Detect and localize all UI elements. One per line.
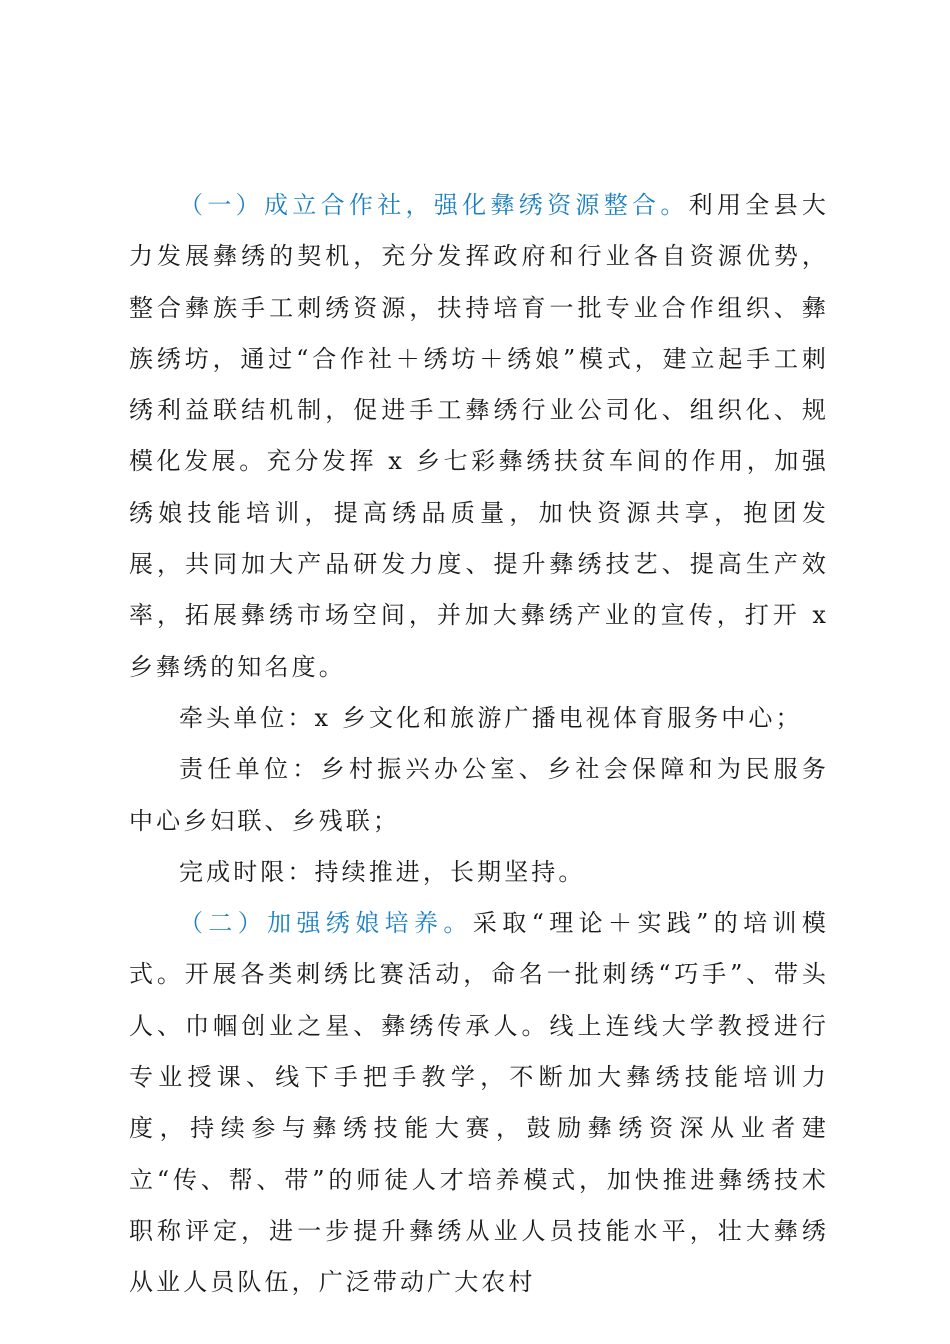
section1-paragraph [129,180,829,693]
document-body [129,180,829,1309]
section1-deadline: 完成时限：持续推进，长期坚持。 [179,857,586,886]
section2-heading: （二）加强绣娘培养。 [179,909,473,938]
section1-responsible-units: 责任单位：乡村振兴办公室、乡社会保障和为民服务中心乡妇联、乡残联； [129,755,829,835]
section1-lead-unit: 牵头单位：x 乡文化和旅游广播电视体育服务中心； [179,703,803,732]
section2-paragraph [129,898,829,1308]
section1-heading: （一）成立合作社，强化彝绣资源整合。 [179,191,689,219]
section1-body: 利用全县大力发展彝绣的契机，充分发挥政府和行业各自资源优势，整合彝族手工刺绣资源，扶持培育一批专业合作组织、彝族绣坊，通过“合作社＋绣坊＋绣娘”模式，建立起手工刺绣利益联结机制，促进手工彝绣行业公司化、组织化、规模化发展。充分发挥 x 乡七彩彝绣扶贫车间的作用，加强绣娘技能培训，提高绣品质量，加快资源共享，抱团发展，共同加大产品研发力度、提升彝绣技艺、提高生产效率，拓展彝绣市场空间，并加大彝绣产业的宣传，打开 x 乡彝绣的知名度。 [129,191,829,681]
section2-body: 采取“理论＋实践”的培训模式。开展各类刺绣比赛活动，命名一批刺绣“巧手”、带头人、巾帼创业之星、彝绣传承人。线上连线大学教授进行专业授课、线下手把手教学，不断加大彝绣技能培训力度，持续参与彝绣技能大赛，鼓励彝绣资深从业者建立“传、帮、带”的师徒人才培养模式，加快推进彝绣技术职称评定，进一步提升彝绣从业人员技能水平，壮大彝绣从业人员队伍，广泛带动广大农村 [129,909,830,1297]
